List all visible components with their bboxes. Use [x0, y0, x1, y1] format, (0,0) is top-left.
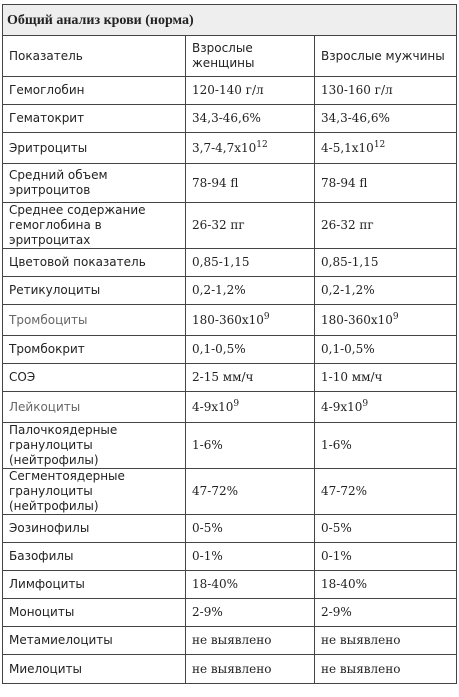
value-men [315, 164, 457, 203]
value-women [186, 469, 315, 515]
value-text: 2-9% [321, 605, 352, 619]
value-text: не выявлено [192, 633, 272, 647]
value-text: 26-32 пг [321, 218, 374, 232]
value-women [186, 277, 315, 305]
value-men [315, 515, 457, 543]
table-row [3, 336, 457, 364]
value-text: 4-9х10 [192, 399, 234, 414]
table-row [3, 423, 457, 469]
exponent: 12 [373, 139, 386, 150]
value-women [186, 571, 315, 599]
value-text: 18-40% [321, 577, 367, 591]
value-text: 0-1% [192, 549, 223, 563]
header-indicator: Показатель [3, 36, 186, 77]
value-men [315, 627, 457, 655]
table-row [3, 543, 457, 571]
value-text: 26-32 пг [192, 218, 245, 232]
value-women [186, 105, 315, 133]
value-text: 47-72% [321, 484, 367, 498]
value-text: 180-360х10 [321, 312, 393, 327]
value-women [186, 164, 315, 203]
indicator-name: Цветовой показатель [3, 249, 186, 277]
table-row [3, 469, 457, 515]
exponent: 9 [392, 311, 399, 322]
value-text: 120-140 г/л [192, 83, 264, 97]
indicator-name: Тромбокрит [3, 336, 186, 364]
table-row [3, 655, 457, 684]
value-text: 0,85-1,15 [192, 255, 250, 269]
indicator-name: Гематокрит [3, 105, 186, 133]
value-women [186, 203, 315, 249]
value-men [315, 543, 457, 571]
value-text: 0-1% [321, 549, 352, 563]
table-row [3, 364, 457, 392]
value-text: 18-40% [192, 577, 238, 591]
indicator-name: Палочкоядерные гранулоциты (нейтрофилы) [3, 423, 186, 469]
value-men [315, 249, 457, 277]
value-men [315, 655, 457, 684]
value-women [186, 543, 315, 571]
indicator-name: Метамиелоциты [3, 627, 186, 655]
value-men [315, 599, 457, 627]
value-women [186, 423, 315, 469]
indicator-name: Лимфоциты [3, 571, 186, 599]
table-row [3, 164, 457, 203]
indicator-name: Ретикулоциты [3, 277, 186, 305]
header-men: Взрослые мужчины [315, 36, 457, 77]
value-text: 4-9х10 [321, 399, 363, 414]
indicator-name: Среднее содержание гемоглобина в эритроцитах [3, 203, 186, 249]
value-text: 2-15 мм/ч [192, 370, 254, 384]
value-text: 2-9% [192, 605, 223, 619]
value-text: не выявлено [321, 633, 401, 647]
table-row [3, 305, 457, 336]
indicator-name: Эозинофилы [3, 515, 186, 543]
table-row [3, 203, 457, 249]
table-title: Общий анализ крови (норма) [3, 5, 457, 36]
table-row [3, 392, 457, 423]
value-women [186, 655, 315, 684]
exponent: 12 [256, 139, 268, 150]
value-men [315, 392, 457, 423]
value-text: 3,7-4,7х10 [192, 140, 257, 155]
value-women [186, 305, 315, 336]
value-women [186, 599, 315, 627]
indicator-name: Лейкоциты [3, 392, 186, 423]
table-row [3, 571, 457, 599]
value-text: 0-5% [321, 521, 352, 535]
exponent: 9 [233, 398, 240, 409]
value-men [315, 423, 457, 469]
indicator-name: Тромбоциты [3, 305, 186, 336]
value-text: 4-5,1х10 [321, 140, 374, 155]
value-women [186, 336, 315, 364]
value-text: 1-6% [321, 438, 352, 452]
value-text: 0,1-0,5% [321, 342, 375, 356]
indicator-name: Миелоциты [3, 655, 186, 684]
blood-test-table [2, 4, 457, 684]
value-men [315, 364, 457, 392]
table-row [3, 627, 457, 655]
indicator-name: СОЭ [3, 364, 186, 392]
value-text: 1-10 мм/ч [321, 370, 383, 384]
value-text: не выявлено [192, 661, 272, 676]
exponent: 9 [362, 398, 369, 409]
value-text: 0,2-1,2% [192, 283, 246, 297]
value-text: 34,3-46,6% [321, 111, 390, 125]
table-row [3, 133, 457, 164]
value-women [186, 627, 315, 655]
value-men [315, 469, 457, 515]
value-text: 0-5% [192, 521, 223, 535]
value-women [186, 133, 315, 164]
value-text: 34,3-46,6% [192, 111, 261, 125]
value-women [186, 515, 315, 543]
indicator-name: Эритроциты [3, 133, 186, 164]
value-text: 0,2-1,2% [321, 283, 375, 297]
value-text: 1-6% [192, 438, 223, 452]
table-row [3, 77, 457, 105]
value-men [315, 77, 457, 105]
value-men [315, 203, 457, 249]
value-women [186, 249, 315, 277]
table-row [3, 249, 457, 277]
value-women [186, 364, 315, 392]
value-men [315, 336, 457, 364]
table-row [3, 105, 457, 133]
indicator-name: Гемоглобин [3, 77, 186, 105]
value-text: 180-360х10 [192, 312, 264, 327]
header-women: Взрослые женщины [186, 36, 315, 77]
value-men [315, 105, 457, 133]
table-row [3, 277, 457, 305]
value-men [315, 571, 457, 599]
value-men [315, 305, 457, 336]
indicator-name: Средний объем эритроцитов [3, 164, 186, 203]
indicator-name: Базофилы [3, 543, 186, 571]
indicator-name: Сегментоядерные гранулоциты (нейтрофилы) [3, 469, 186, 515]
indicator-name: Моноциты [3, 599, 186, 627]
value-men [315, 277, 457, 305]
value-text: 78-94 fl [192, 175, 239, 190]
table-row [3, 515, 457, 543]
value-text: 0,1-0,5% [192, 342, 246, 356]
exponent: 9 [263, 311, 270, 322]
value-women [186, 392, 315, 423]
value-text: 0,85-1,15 [321, 255, 379, 269]
value-women [186, 77, 315, 105]
value-text: не выявлено [321, 661, 401, 676]
value-text: 78-94 fl [321, 175, 368, 190]
value-men [315, 133, 457, 164]
value-text: 47-72% [192, 484, 238, 498]
value-text: 130-160 г/л [321, 83, 393, 97]
table-row [3, 599, 457, 627]
